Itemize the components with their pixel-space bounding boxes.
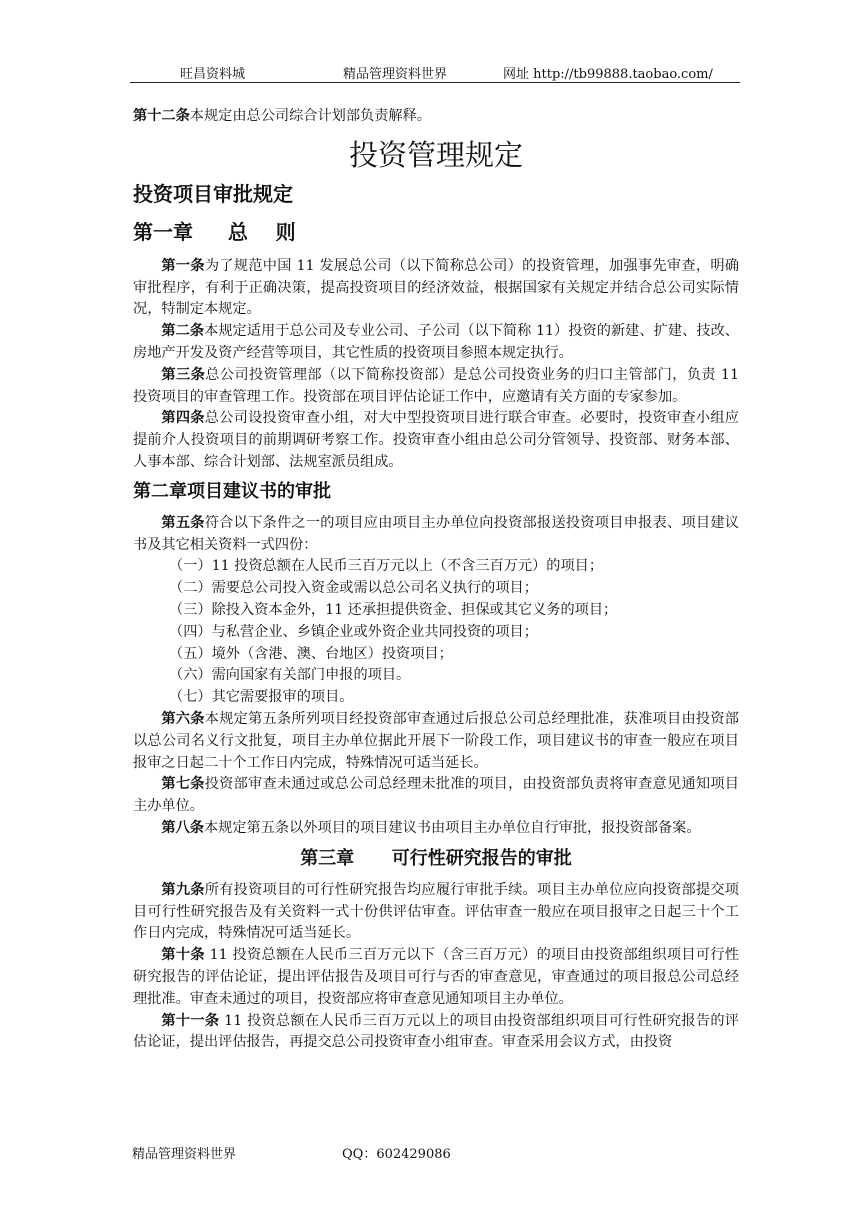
- article-label: 第四条: [161, 410, 205, 427]
- article-text: 符合以下条件之一的项目应由项目主办单位向投资部报送投资项目申报表、项目建议书及其它相关资料一式四份：: [133, 514, 739, 553]
- header-url: 网址 http://tb99888.taobao.com/: [503, 67, 713, 82]
- article-text: 本规定第五条以外项目的项目建议书由项目主办单位自行审批，报投资部备案。: [203, 819, 701, 836]
- document-title: 投资管理规定: [348, 137, 523, 172]
- article-label: 第十一条: [161, 1012, 220, 1029]
- article-label: 第五条: [161, 514, 205, 531]
- article-6: [133, 709, 739, 774]
- chapter-1-heading: 第一章 总 则: [133, 219, 296, 244]
- article-4: [133, 408, 739, 473]
- article-2: [133, 321, 739, 365]
- article-12: [133, 106, 739, 128]
- article-label: 第十二条: [133, 108, 190, 124]
- article-text: 11 投资总额在人民币三百万元以下（含三百万元）的项目由投资部组织项目可行性研究报告的评估论证，提出评估报告及项目可行与否的审查意见，审查通过的项目报总公司总经理批准。审查未通过的项目，投资部应将审查意见通知项目主办单位。: [133, 947, 739, 1007]
- article-label: 第七条: [161, 776, 205, 793]
- article-11: [133, 1011, 739, 1055]
- list-item: （七）其它需要报审的项目。: [169, 689, 354, 706]
- article-label: 第十条: [161, 947, 205, 964]
- article-7: [133, 774, 739, 818]
- footer-site-name: 精品管理资料世界: [132, 1147, 237, 1162]
- article-text: 本规定由总公司综合计划部负责解释。: [189, 108, 431, 124]
- header-shop-name: 旺昌资料城: [180, 67, 246, 82]
- article-label: 第一条: [161, 257, 205, 274]
- article-text: 投资部审查未通过或总公司总经理未批准的项目，由投资部负责将审查意见通知项目主办单位。: [133, 776, 739, 815]
- article-label: 第八条: [161, 819, 204, 836]
- list-item: （六）需向国家有关部门申报的项目。: [169, 667, 411, 684]
- article-text: 所有投资项目的可行性研究报告均应履行审批手续。项目主办单位应向投资部提交项目可行性研究报告及有关资料一式十份供评估审查。评估审查一般应在项目报审之日起三十个工作日内完成，特殊情况可适当延长。: [133, 881, 739, 942]
- footer-qq: QQ：602429086: [342, 1147, 451, 1162]
- section-title: 投资项目审批规定: [133, 181, 293, 206]
- article-label: 第二条: [161, 323, 205, 340]
- list-item: （四）与私营企业、乡镇企业或外资企业共同投资的项目；: [169, 623, 538, 640]
- list-item: （三）除投入资本金外，11 还承担提供资金、担保或其它义务的项目；: [169, 601, 618, 618]
- list-item: （二）需要总公司投入资金或需以总公司名义执行的项目；: [169, 580, 538, 597]
- article-label: 第三条: [161, 366, 206, 383]
- list-item: （一）11 投资总额在人民币三百万元以上（不含三百万元）的项目；: [169, 558, 604, 575]
- page-header: [130, 62, 740, 83]
- header-world-name: 精品管理资料世界: [343, 67, 448, 82]
- article-label: 第九条: [161, 881, 205, 898]
- article-9: [133, 880, 739, 945]
- article-label: 第六条: [161, 710, 205, 727]
- article-10: [133, 945, 739, 1010]
- article-text: 总公司投资管理部（以下简称投资部）是总公司投资业务的归口主管部门，负责 11 投资项目的审查管理工作。投资部在项目评估论证工作中，应邀请有关方面的专家参加。: [133, 366, 739, 405]
- article-8: [133, 818, 739, 840]
- list-item: （五）境外（含港、澳、台地区）投资项目；: [169, 645, 453, 662]
- chapter-2-heading: 第二章项目建议书的审批: [133, 480, 331, 502]
- chapter-3-heading: 第三章 可行性研究报告的审批: [300, 847, 572, 869]
- article-text: 总公司设投资审查小组，对大中型投资项目进行联合审查。必要时，投资审查小组应提前介人投资项目的前期调研考察工作。投资审查小组由总公司分管领导、投资部、财务本部、人事本部、综合计划部、法规室派员组成。: [133, 410, 739, 470]
- article-text: 本规定第五条所列项目经投资部审查通过后报总公司总经理批准，获准项目由投资部以总公司名义行文批复，项目主办单位据此开展下一阶段工作，项目建议书的审查一般应在项目报审之日起二十个工作日内完成，特殊情况可适当延长。: [133, 710, 739, 771]
- document-body: [133, 106, 739, 1054]
- article-text: 为了规范中国 11 发展总公司（以下简称总公司）的投资管理，加强事先审查，明确审批程序，有利于正确决策，提高投资项目的经济效益，根据国家有关规定并结合总公司实际情况，特制定本规定。: [133, 257, 739, 318]
- article-text: 本规定适用于总公司及专业公司、子公司（以下简称 11）投资的新建、扩建、技改、房地产开发及资产经营等项目，其它性质的投资项目参照本规定执行。: [133, 323, 739, 361]
- article-1: [133, 256, 739, 321]
- article-3: [133, 365, 739, 409]
- article-text: 11 投资总额在人民币三百万元以上的项目由投资部组织项目可行性研究报告的评估论证，提出评估报告，再提交总公司投资审查小组审查。审查采用会议方式，由投资: [133, 1012, 739, 1051]
- article-5: [133, 513, 739, 557]
